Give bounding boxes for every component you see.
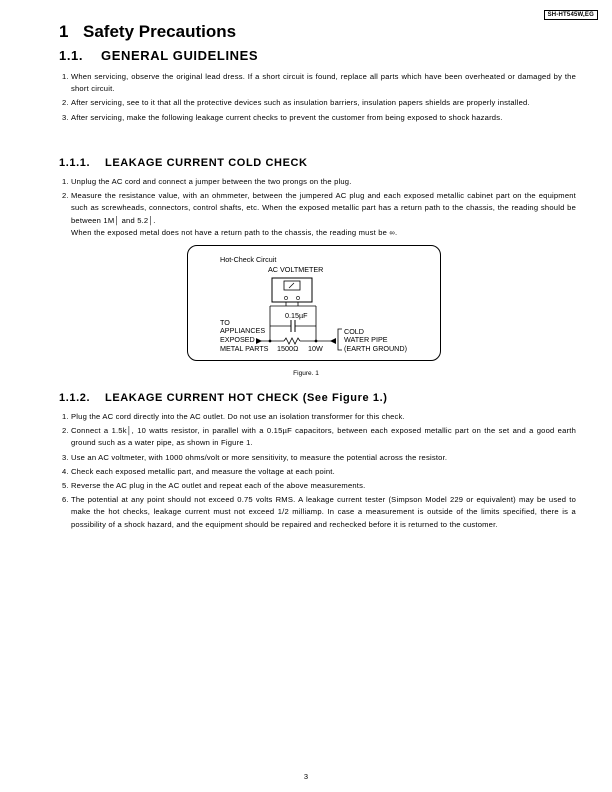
item-marker: 2. bbox=[62, 98, 69, 108]
list-item bbox=[62, 494, 576, 531]
item-text: The potential at any point should not exceed 0.75 volts RMS. A leakage current tester (Simpson Model 229 or equivalent) may be used to make the hot checks, leakage current must not exceed 1/2 milliamp. In case a measurement is outside of the limits specified, there is a possibility of a shock hazard, and the equipment should be repaired and rechecked before it is returned to the customer. bbox=[71, 495, 576, 529]
hot-check-circuit-figure bbox=[187, 245, 441, 361]
item-marker: 6. bbox=[62, 495, 69, 505]
item-text: Check each exposed metallic part, and measure the voltage at each point. bbox=[71, 466, 335, 476]
item-text: Unplug the AC cord and connect a jumper between the two prongs on the plug. bbox=[71, 177, 352, 186]
list-item bbox=[62, 176, 576, 188]
circuit-diagram bbox=[188, 246, 442, 362]
section-number: 1.1.2. bbox=[59, 392, 91, 404]
left-label-line: EXPOSED bbox=[220, 335, 255, 344]
item-text: Connect a 1.5k│, 10 watts resistor, in parallel with a 0.15µF capacitors, between each exposed metallic part on the set and a good earth ground such as a water pipe, as shown in Figure 1. bbox=[71, 426, 576, 448]
left-label-line: METAL PARTS bbox=[220, 344, 269, 353]
list-item bbox=[62, 452, 576, 464]
item-text: Measure the resistance value, with an ohmmeter, between the jumpered AC plug and each exposed metallic cabinet part on the equipment such as screwheads, connectors, control shafts, etc. When the exposed metallic part has a return path to the chassis, the reading should be between 1M│ and 5.2│. bbox=[71, 191, 576, 225]
section-number: 1.1.1. bbox=[59, 157, 91, 169]
list-item bbox=[62, 480, 576, 492]
item-text: Reverse the AC plug in the AC outlet and repeat each of the above measurements. bbox=[71, 481, 366, 491]
item-marker: 1. bbox=[62, 72, 69, 81]
item-marker: 2. bbox=[62, 426, 69, 436]
arrow-right-icon bbox=[330, 338, 336, 344]
item-text: When servicing, observe the original lead dress. If a short circuit is found, replace all parts which have been overheated or damaged by the short circuit. bbox=[71, 72, 576, 94]
list-item bbox=[62, 411, 576, 423]
page-title bbox=[59, 22, 236, 42]
section-number: 1.1. bbox=[59, 48, 84, 63]
item-marker: 5. bbox=[62, 481, 69, 491]
hot-check-list bbox=[62, 411, 576, 533]
list-item bbox=[62, 190, 576, 239]
meter-label: AC VOLTMETER bbox=[268, 265, 324, 274]
section-title: LEAKAGE CURRENT COLD CHECK bbox=[105, 157, 308, 169]
item-text: Plug the AC cord directly into the AC outlet. Do not use an isolation transformer for this check. bbox=[71, 412, 405, 421]
item-marker: 3. bbox=[62, 452, 69, 462]
item-marker: 1. bbox=[62, 412, 69, 421]
right-label-line: WATER PIPE bbox=[344, 335, 388, 344]
item-text: After servicing, see to it that all the protective devices such as insulation barriers, insulation papers shields are properly installed. bbox=[71, 98, 530, 108]
list-item bbox=[62, 425, 576, 449]
left-label-line: TO bbox=[220, 318, 230, 327]
model-tag: SH-HT545W,EG bbox=[544, 10, 598, 20]
section-title: LEAKAGE CURRENT HOT CHECK (See Figure 1.) bbox=[105, 392, 388, 404]
item-text: After servicing, make the following leakage current checks to prevent the customer from being exposed to shock hazards. bbox=[71, 112, 503, 122]
cold-check-list bbox=[62, 176, 576, 241]
item-note: When the exposed metal does not have a return path to the chassis, the reading must be ∞. bbox=[71, 227, 398, 237]
title-number: 1 bbox=[59, 22, 69, 41]
title-text: Safety Precautions bbox=[83, 22, 237, 41]
figure-caption: Figure. 1 bbox=[293, 370, 319, 377]
list-item bbox=[62, 112, 576, 124]
list-item bbox=[62, 97, 576, 109]
list-item bbox=[62, 466, 576, 478]
cold-check-heading bbox=[59, 157, 308, 169]
capacitor-label: 0.15µF bbox=[285, 311, 308, 320]
list-item bbox=[62, 71, 576, 95]
section-title: GENERAL GUIDELINES bbox=[101, 48, 259, 63]
figure-title: Hot-Check Circuit bbox=[220, 255, 277, 264]
left-label-line: APPLIANCES bbox=[220, 326, 266, 335]
item-marker: 1. bbox=[62, 177, 69, 186]
right-label-line: COLD bbox=[344, 327, 364, 336]
item-marker: 3. bbox=[62, 112, 69, 122]
item-marker: 4. bbox=[62, 466, 69, 476]
resistor-label: 1500Ω bbox=[277, 344, 299, 353]
item-marker: 2. bbox=[62, 191, 69, 201]
item-text: Use an AC voltmeter, with 1000 ohms/volt or more sensitivity, to measure the potential across the resistor. bbox=[71, 452, 448, 462]
general-guidelines-list bbox=[62, 71, 576, 126]
right-label-line: (EARTH GROUND) bbox=[344, 344, 407, 353]
wattage-label: 10W bbox=[308, 344, 323, 353]
page-number: 3 bbox=[303, 772, 309, 781]
hot-check-heading bbox=[59, 392, 388, 404]
general-guidelines-heading bbox=[59, 48, 258, 63]
